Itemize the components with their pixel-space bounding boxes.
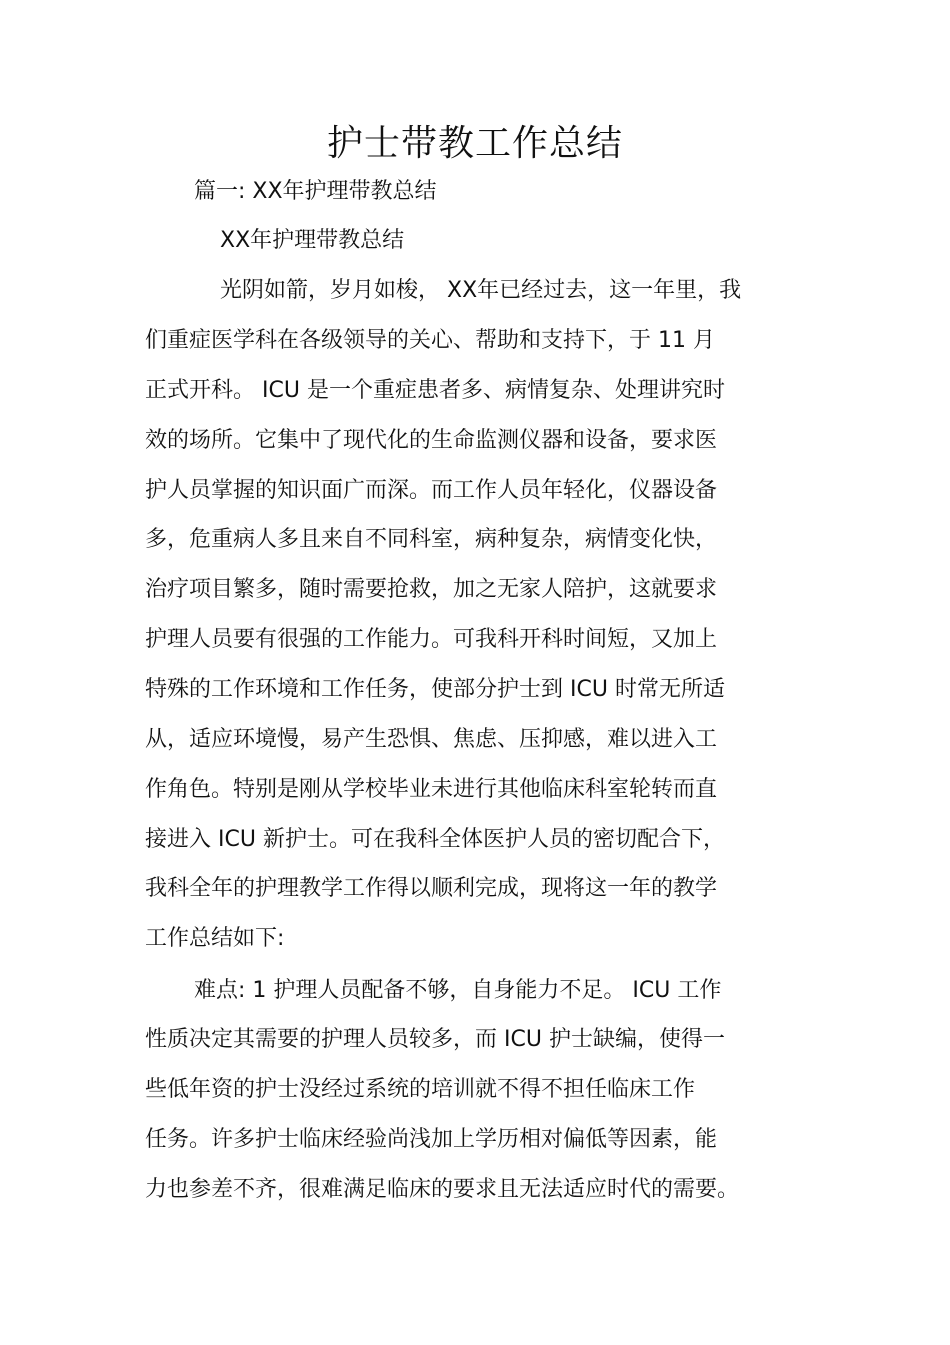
paragraph2-line: 性质决定其需要的护理人员较多，而 ICU 护士缺编，使得一 <box>145 1027 725 1052</box>
paragraph1-line: 从，适应环境慢，易产生恐惧、焦虑、压抑感，难以进入工 <box>145 727 718 752</box>
paragraph1-line: 我科全年的护理教学工作得以顺利完成，现将这一年的教学 <box>145 876 718 901</box>
paragraph1-line: 护理人员要有很强的工作能力。可我科开科时间短，又加上 <box>145 627 718 652</box>
paragraph1-line: 特殊的工作环境和工作任务，使部分护士到 ICU 时常无所适 <box>145 677 725 702</box>
paragraph1-line: 护人员掌握的知识面广而深。而工作人员年轻化，仪器设备 <box>145 478 718 503</box>
paragraph1-line: 正式开科。 ICU 是一个重症患者多、病情复杂、处理讲究时 <box>145 378 725 403</box>
paragraph1-line: 作角色。特别是刚从学校毕业未进行其他临床科室轮转而直 <box>145 777 718 802</box>
paragraph2-line: 难点: 1 护理人员配备不够，自身能力不足。 ICU 工作 <box>194 978 722 1003</box>
paragraph1-line: 治疗项目繁多，随时需要抢救，加之无家人陪护，这就要求 <box>145 577 718 602</box>
paragraph1-line: 工作总结如下: <box>145 926 285 951</box>
paragraph1-line: 接进入 ICU 新护士。可在我科全体医护人员的密切配合下， <box>145 827 725 852</box>
paragraph2-line: 任务。许多护士临床经验尚浅加上学历相对偏低等因素，能 <box>145 1127 718 1152</box>
paragraph1-line: 光阴如箭，岁月如梭， XX年已经过去，这一年里，我 <box>220 278 742 303</box>
paragraph2-line: 力也参差不齐，很难满足临床的要求且无法适应时代的需要。 <box>145 1177 740 1202</box>
document-title: 护士带教工作总结 <box>326 123 623 164</box>
paragraph1-line: 们重症医学科在各级领导的关心、帮助和支持下，于 11 月 <box>145 328 715 353</box>
paragraph1-line: 多，危重病人多且来自不同科室，病种复杂，病情变化快， <box>145 527 718 552</box>
paragraph1-line: 效的场所。它集中了现代化的生命监测仪器和设备，要求医 <box>145 428 718 453</box>
subheading: XX年护理带教总结 <box>220 228 405 253</box>
paragraph2-line: 些低年资的护士没经过系统的培训就不得不担任临床工作 <box>145 1077 696 1102</box>
section-heading: 篇一: XX年护理带教总结 <box>194 179 437 204</box>
